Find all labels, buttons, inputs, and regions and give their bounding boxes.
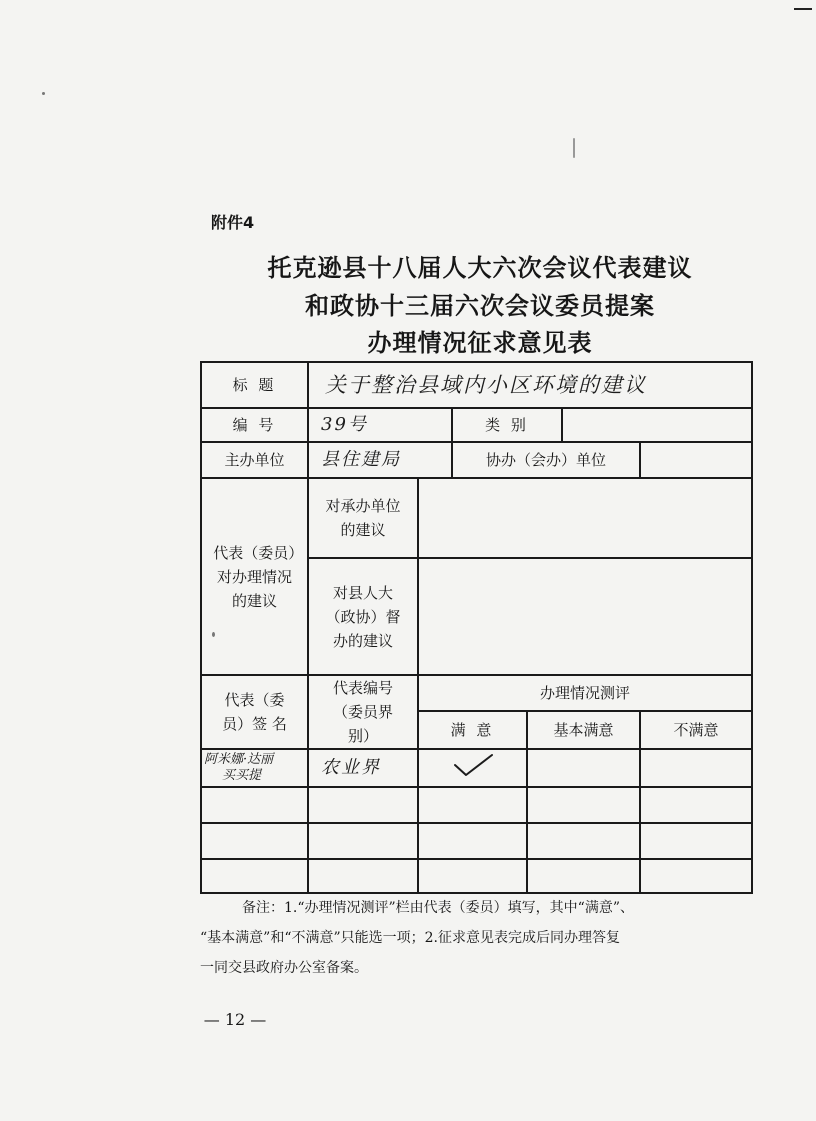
signature-row bbox=[201, 823, 752, 859]
basically-satisfied-cell bbox=[527, 749, 640, 787]
footnote-line-3: 一同交县政府办公室备案。 bbox=[200, 960, 368, 976]
basically-satisfied-cell bbox=[527, 823, 640, 859]
signature-cell bbox=[201, 859, 308, 893]
group-cell bbox=[308, 859, 418, 893]
lead-unit-label: 主办单位 bbox=[201, 442, 308, 478]
satisfied-cell bbox=[418, 823, 527, 859]
evaluation-label: 办理情况测评 bbox=[418, 675, 752, 711]
satisfied-label: 满 意 bbox=[418, 711, 527, 749]
to-supervisor-value bbox=[418, 558, 752, 675]
unsatisfied-cell bbox=[640, 787, 752, 823]
to-supervisor-label: 对县人大（政协）督办的建议 bbox=[308, 558, 418, 675]
scan-corner-mark bbox=[794, 8, 812, 10]
scan-speck bbox=[42, 92, 45, 95]
signature-cell bbox=[201, 749, 308, 787]
suggestion-group-label: 代表（委员）对办理情况的建议 bbox=[201, 478, 308, 675]
title-label: 标 题 bbox=[201, 362, 308, 408]
signature-row bbox=[201, 749, 752, 787]
basically-satisfied-cell bbox=[527, 859, 640, 893]
attachment-label: 附件4 bbox=[211, 213, 255, 232]
unsatisfied-label: 不满意 bbox=[640, 711, 752, 749]
satisfied-cell bbox=[418, 749, 527, 787]
rep-number-label: 代表编号（委员界别） bbox=[308, 675, 418, 749]
evaluation-header-row bbox=[201, 675, 752, 711]
number-label: 编 号 bbox=[201, 408, 308, 442]
title-row bbox=[201, 362, 752, 408]
category-label: 类 别 bbox=[452, 408, 562, 442]
opinion-form-table bbox=[200, 361, 753, 894]
document-title-line-3: 办理情况征求意见表 bbox=[367, 328, 593, 357]
footnote-line-1: 备注：1.“办理情况测评”栏由代表（委员）填写，其中“满意”、 bbox=[242, 900, 634, 916]
basically-satisfied-label: 基本满意 bbox=[527, 711, 640, 749]
signature-cell bbox=[201, 787, 308, 823]
unsatisfied-cell bbox=[640, 749, 752, 787]
lead-unit-value: 县住建局 bbox=[308, 442, 452, 478]
co-unit-value bbox=[640, 442, 752, 478]
title-value: 关于整治县域内小区环境的建议 bbox=[308, 362, 752, 408]
signature-name-line-1: 阿米娜·达丽 bbox=[204, 752, 274, 767]
to-handler-label: 对承办单位的建议 bbox=[308, 478, 418, 558]
satisfied-cell bbox=[418, 859, 527, 893]
unsatisfied-cell bbox=[640, 859, 752, 893]
document-title-line-2: 和政协十三届六次会议委员提案 bbox=[305, 291, 655, 320]
signature-row bbox=[201, 787, 752, 823]
signature-name-line-2: 买买提 bbox=[222, 768, 262, 783]
handler-suggestion-row bbox=[201, 478, 752, 558]
unsatisfied-cell bbox=[640, 823, 752, 859]
unit-row bbox=[201, 442, 752, 478]
document-title-line-1: 托克逊县十八届人大六次会议代表建议 bbox=[267, 253, 693, 282]
group-cell bbox=[308, 823, 418, 859]
signature-cell bbox=[201, 823, 308, 859]
group-cell bbox=[308, 787, 418, 823]
co-unit-label: 协办（会办）单位 bbox=[452, 442, 640, 478]
signature-label: 代表（委员）签 名 bbox=[201, 675, 308, 749]
satisfied-cell bbox=[418, 787, 527, 823]
basically-satisfied-cell bbox=[527, 787, 640, 823]
page-number: — 12 — bbox=[203, 1010, 267, 1029]
footnote-line-2: “基本满意”和“不满意”只能选一项；2.征求意见表完成后同办理答复 bbox=[200, 930, 620, 946]
to-handler-value bbox=[418, 478, 752, 558]
signature-row bbox=[201, 859, 752, 893]
category-value bbox=[562, 408, 752, 442]
check-mark-icon bbox=[452, 753, 494, 777]
number-row bbox=[201, 408, 752, 442]
number-value: 39号 bbox=[308, 408, 452, 442]
scan-speck bbox=[573, 138, 575, 158]
group-cell: 农业界 bbox=[308, 749, 418, 787]
